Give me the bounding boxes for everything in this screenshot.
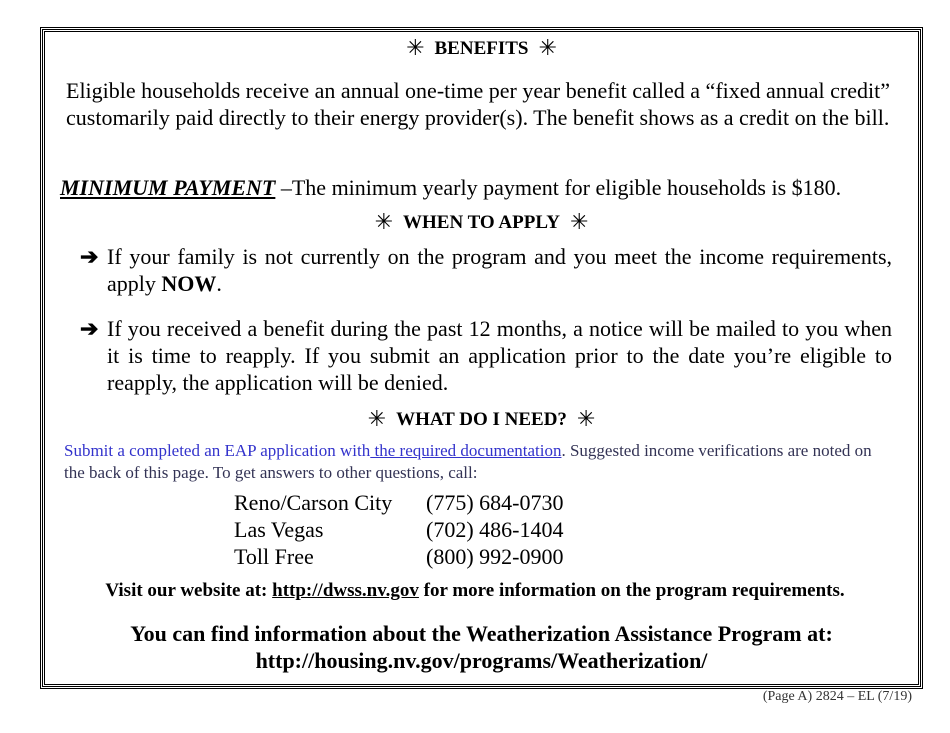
what-do-i-need-text (64, 440, 884, 484)
contact-row (234, 489, 563, 516)
apply-bullet-1-prefix: If your family is not currently on the program and you meet the income requirements, apply (107, 244, 892, 296)
when-to-apply-heading (40, 209, 923, 235)
contact-city: Reno/Carson City (234, 490, 393, 515)
contact-phone: (800) 992-0900 (426, 544, 564, 569)
apply-bullet-1-suffix: . (216, 271, 222, 296)
contact-city: Toll Free (234, 544, 314, 569)
apply-bullet-2 (80, 315, 892, 396)
contact-phone: (775) 684-0730 (426, 490, 564, 515)
contact-row (234, 516, 563, 543)
star-icon: ✳ (367, 406, 387, 431)
submit-application-text: Submit a completed an EAP application with (64, 441, 371, 460)
star-icon: ✳ (576, 406, 596, 431)
what-do-i-need-heading (40, 406, 923, 432)
benefits-heading (40, 35, 923, 61)
form-number-footer: (Page A) 2824 – EL (7/19) (762, 689, 912, 704)
arrow-right-icon: ➔ (80, 316, 99, 341)
contact-phone: (702) 486-1404 (426, 517, 564, 542)
minimum-payment-label: MINIMUM PAYMENT (60, 175, 276, 200)
minimum-payment-line (60, 175, 841, 201)
weatherization-info (40, 620, 923, 674)
website-suffix: for more information on the program requirements. (418, 580, 845, 601)
when-to-apply-heading-text: WHEN TO APPLY (403, 212, 560, 233)
contact-row (234, 543, 563, 570)
weatherization-line-1: You can find information about the Weatherization Assistance Program at: (130, 621, 833, 646)
minimum-payment-text: –The minimum yearly payment for eligible households is $180. (275, 175, 842, 200)
contact-city: Las Vegas (234, 517, 324, 542)
apply-now-emphasis: NOW (161, 271, 217, 296)
apply-bullet-1-text (107, 243, 892, 297)
website-link[interactable]: http://dwss.nv.gov (272, 580, 419, 601)
star-icon: ✳ (569, 209, 589, 234)
arrow-right-icon: ➔ (80, 244, 99, 269)
benefits-heading-text: BENEFITS (434, 38, 529, 59)
weatherization-url[interactable]: http://housing.nv.gov/programs/Weatherization/ (255, 648, 708, 673)
required-documentation-link[interactable]: the required documentation (370, 441, 562, 460)
what-do-i-need-heading-text: WHAT DO I NEED? (396, 409, 567, 430)
apply-bullet-2-text: If you received a benefit during the past 12 months, a notice will be mailed to you when it is time to reapply. If you submit an application prior to the date you’re eligible to reapply, the application will be denied. (107, 316, 892, 395)
website-prefix: Visit our website at: (105, 580, 273, 601)
star-icon: ✳ (374, 209, 393, 234)
apply-bullet-1 (80, 243, 892, 297)
star-icon: ✳ (538, 35, 557, 60)
benefits-text: Eligible households receive an annual one-time per year benefit called a “fixed annual credit” customarily paid directly to their energy provider(s). The benefit shows as a credit on the bill. (66, 78, 891, 130)
contact-list (234, 489, 563, 570)
star-icon: ✳ (406, 35, 425, 60)
verification-text: . Suggested income verifications are noted on the back of this page. To get answers to other questions, call: (64, 441, 872, 482)
website-line (0, 580, 950, 602)
